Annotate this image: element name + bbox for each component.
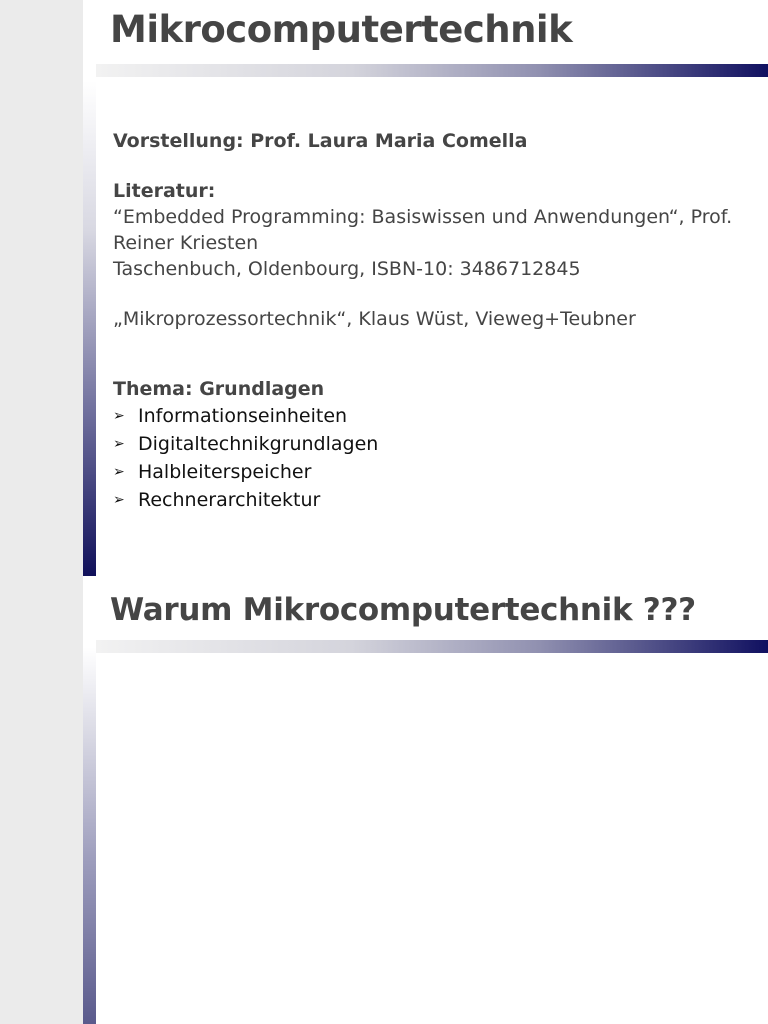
book-2: „Mikroprozessortechnik“, Klaus Wüst, Vieweg+Teubner [113,308,636,330]
topic-list [113,402,753,514]
title-underline-bar [96,64,768,77]
left-gradient-bar [83,576,96,1024]
list-item [113,402,753,430]
slide-1 [83,0,768,576]
book-1-author: Reiner Kriesten [113,232,259,254]
book-1-title: “Embedded Programming: Basiswissen und Anwendungen“, Prof. [113,206,733,228]
literature-heading: Literatur: [113,180,216,202]
topic-heading: Thema: Grundlagen [113,378,325,400]
list-item-label: Rechnerarchitektur [138,489,321,511]
arrow-bullet-icon: ➢ [113,492,125,508]
left-gradient-bar [83,0,96,576]
list-item [113,430,753,458]
list-item-label: Halbleiterspeicher [138,461,312,483]
arrow-bullet-icon: ➢ [113,436,125,452]
arrow-bullet-icon: ➢ [113,408,125,424]
book-1-publisher: Taschenbuch, Oldenbourg, ISBN-10: 3486712845 [113,258,581,280]
list-item [113,486,753,514]
slide-title: Warum Mikrocomputertechnik ??? [110,592,696,628]
list-item [113,458,753,486]
arrow-bullet-icon: ➢ [113,464,125,480]
slide-content [113,128,753,514]
slide-title: Mikrocomputertechnik [110,8,573,51]
presenter-line: Vorstellung: Prof. Laura Maria Comella [113,130,528,152]
list-item-label: Digitaltechnikgrundlagen [138,433,379,455]
slide-2 [83,576,768,1024]
title-underline-bar [96,640,768,653]
list-item-label: Informationseinheiten [138,405,348,427]
